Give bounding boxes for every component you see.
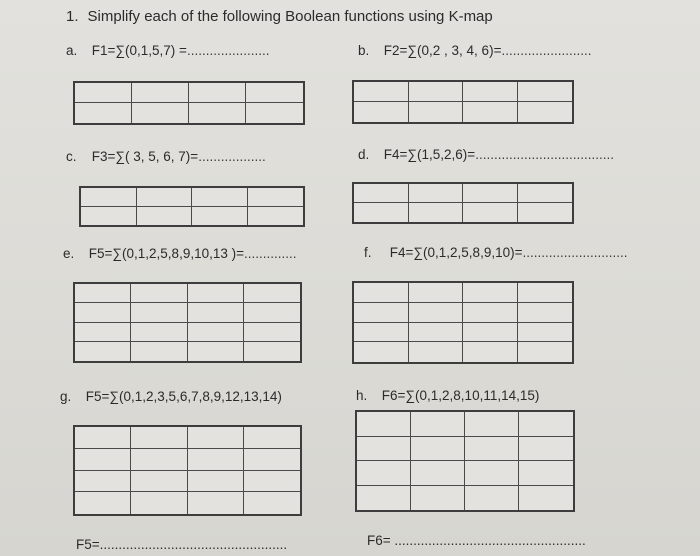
kmap-cell[interactable] (81, 188, 137, 207)
question-text: Simplify each of the following Boolean functions using K-map (87, 8, 493, 25)
kmap-b (352, 80, 574, 124)
kmap-cell[interactable] (75, 83, 132, 103)
kmap-cell[interactable] (244, 449, 300, 471)
kmap-cell[interactable] (519, 461, 573, 486)
kmap-cell[interactable] (75, 492, 131, 514)
kmap-cell[interactable] (518, 342, 573, 362)
kmap-cell[interactable] (246, 83, 303, 103)
kmap-cell[interactable] (463, 203, 518, 222)
kmap-cell[interactable] (463, 184, 518, 203)
kmap-cell[interactable] (463, 303, 518, 323)
kmap-cell[interactable] (75, 471, 131, 493)
kmap-cell[interactable] (131, 342, 187, 361)
kmap-cell[interactable] (132, 103, 189, 123)
problem-c-answer-blank[interactable]: .................. (198, 149, 266, 164)
kmap-cell[interactable] (244, 471, 300, 493)
kmap-f (352, 281, 574, 364)
kmap-cell[interactable] (131, 284, 187, 303)
kmap-cell[interactable] (409, 342, 464, 362)
kmap-cell[interactable] (465, 412, 519, 437)
answer-f5-label: F5= (76, 537, 100, 552)
kmap-cell[interactable] (463, 283, 518, 303)
answer-f6-blank[interactable]: ................................................... (394, 533, 586, 548)
problem-h-expression: F6=∑(0,1,2,8,10,11,14,15) (381, 388, 540, 403)
kmap-cell[interactable] (188, 284, 244, 303)
kmap-a (73, 81, 305, 125)
kmap-cell[interactable] (75, 427, 131, 449)
kmap-cell[interactable] (192, 207, 248, 226)
problem-d-answer-blank[interactable]: ..................................... (475, 147, 614, 162)
kmap-c (79, 186, 305, 227)
problem-e-label: e. (63, 246, 75, 261)
kmap-cell[interactable] (75, 303, 131, 322)
problem-c (66, 149, 266, 164)
kmap-cell[interactable] (244, 303, 300, 322)
kmap-cell[interactable] (131, 471, 187, 493)
kmap-cell[interactable] (409, 303, 464, 323)
kmap-cell[interactable] (188, 342, 244, 361)
problem-e-expression: F5=∑(0,1,2,5,8,9,10,13 )= (88, 246, 244, 261)
problem-g-expression: F5=∑(0,1,2,3,5,6,7,8,9,12,13,14) (85, 389, 282, 404)
kmap-cell[interactable] (354, 323, 409, 343)
kmap-cell[interactable] (188, 323, 244, 342)
question-number: 1. (66, 8, 79, 25)
kmap-cell[interactable] (137, 207, 193, 226)
kmap-cell[interactable] (409, 323, 464, 343)
kmap-cell[interactable] (519, 412, 573, 437)
kmap-cell[interactable] (465, 486, 519, 511)
kmap-cell[interactable] (411, 461, 465, 486)
kmap-cell[interactable] (248, 207, 304, 226)
kmap-cell[interactable] (357, 461, 411, 486)
kmap-g (73, 425, 302, 516)
answer-f5-blank[interactable]: .................................................. (99, 537, 288, 552)
kmap-cell[interactable] (132, 83, 189, 103)
problem-d-label: d. (358, 147, 370, 162)
problem-g (60, 389, 282, 404)
problem-b-answer-blank[interactable]: ........................ (501, 43, 592, 58)
kmap-cell[interactable] (131, 303, 187, 322)
kmap-cell[interactable] (131, 323, 187, 342)
problem-a-expression: F1=∑(0,1,5,7) = (91, 43, 187, 58)
kmap-cell[interactable] (518, 283, 573, 303)
problem-e-answer-blank[interactable]: .............. (244, 246, 297, 261)
kmap-cell[interactable] (131, 427, 187, 449)
kmap-cell[interactable] (411, 412, 465, 437)
kmap-cell[interactable] (75, 342, 131, 361)
kmap-cell[interactable] (189, 103, 246, 123)
kmap-cell[interactable] (244, 323, 300, 342)
kmap-cell[interactable] (463, 323, 518, 343)
kmap-cell[interactable] (188, 427, 244, 449)
problem-c-expression: F3=∑( 3, 5, 6, 7)= (91, 149, 199, 164)
answer-f6 (367, 533, 586, 548)
problem-b (358, 43, 591, 58)
kmap-h (355, 410, 575, 512)
kmap-cell[interactable] (354, 283, 409, 303)
kmap-cell[interactable] (244, 427, 300, 449)
problem-d-expression: F4=∑(1,5,2,6)= (383, 147, 476, 162)
kmap-cell[interactable] (463, 102, 518, 122)
kmap-cell[interactable] (75, 449, 131, 471)
kmap-cell[interactable] (189, 83, 246, 103)
kmap-cell[interactable] (75, 323, 131, 342)
kmap-cell[interactable] (354, 303, 409, 323)
kmap-cell[interactable] (188, 492, 244, 514)
kmap-cell[interactable] (188, 449, 244, 471)
problem-d (358, 147, 614, 162)
kmap-cell[interactable] (357, 486, 411, 511)
kmap-cell[interactable] (131, 492, 187, 514)
problem-a-answer-blank[interactable]: ...................... (186, 43, 270, 58)
kmap-cell[interactable] (75, 284, 131, 303)
problem-f (364, 245, 628, 260)
kmap-cell[interactable] (518, 323, 573, 343)
kmap-cell[interactable] (248, 188, 304, 207)
problem-a-label: a. (66, 43, 78, 58)
kmap-cell[interactable] (518, 203, 573, 222)
kmap-cell[interactable] (354, 203, 409, 222)
kmap-cell[interactable] (411, 437, 465, 462)
kmap-cell[interactable] (244, 492, 300, 514)
kmap-cell[interactable] (137, 188, 193, 207)
kmap-cell[interactable] (244, 342, 300, 361)
problem-h (356, 388, 539, 403)
kmap-cell[interactable] (75, 103, 132, 123)
kmap-cell[interactable] (411, 486, 465, 511)
problem-f-expression: F4=∑(0,1,2,5,8,9,10)= (389, 245, 523, 260)
kmap-cell[interactable] (518, 303, 573, 323)
problem-g-label: g. (60, 389, 72, 404)
kmap-cell[interactable] (188, 303, 244, 322)
kmap-cell[interactable] (192, 188, 248, 207)
kmap-cell[interactable] (409, 203, 464, 222)
kmap-cell[interactable] (465, 461, 519, 486)
problem-e (63, 246, 297, 261)
problem-a (66, 43, 269, 58)
kmap-cell[interactable] (518, 82, 573, 102)
kmap-cell[interactable] (519, 486, 573, 511)
problem-b-expression: F2=∑(0,2 , 3, 4, 6)= (383, 43, 502, 58)
kmap-cell[interactable] (357, 412, 411, 437)
problem-c-label: c. (66, 149, 77, 164)
problem-f-answer-blank[interactable]: ............................ (522, 245, 628, 260)
question-heading (66, 8, 493, 25)
kmap-cell[interactable] (518, 102, 573, 122)
kmap-cell[interactable] (357, 437, 411, 462)
kmap-cell[interactable] (409, 184, 464, 203)
kmap-cell[interactable] (465, 437, 519, 462)
kmap-d (352, 182, 574, 224)
kmap-cell[interactable] (409, 82, 464, 102)
kmap-cell[interactable] (81, 207, 137, 226)
problem-h-label: h. (356, 388, 368, 403)
kmap-cell[interactable] (463, 342, 518, 362)
answer-f6-label: F6= (367, 533, 391, 548)
kmap-cell[interactable] (519, 437, 573, 462)
kmap-e (73, 282, 302, 363)
kmap-cell[interactable] (354, 342, 409, 362)
kmap-cell[interactable] (131, 449, 187, 471)
problem-b-label: b. (358, 43, 370, 58)
answer-f5 (76, 537, 287, 552)
kmap-cell[interactable] (354, 102, 409, 122)
kmap-cell[interactable] (354, 82, 409, 102)
kmap-cell[interactable] (354, 184, 409, 203)
kmap-cell[interactable] (409, 283, 464, 303)
kmap-cell[interactable] (188, 471, 244, 493)
kmap-cell[interactable] (518, 184, 573, 203)
kmap-cell[interactable] (244, 284, 300, 303)
kmap-cell[interactable] (409, 102, 464, 122)
kmap-cell[interactable] (246, 103, 303, 123)
kmap-cell[interactable] (463, 82, 518, 102)
problem-f-label: f. (364, 245, 372, 260)
